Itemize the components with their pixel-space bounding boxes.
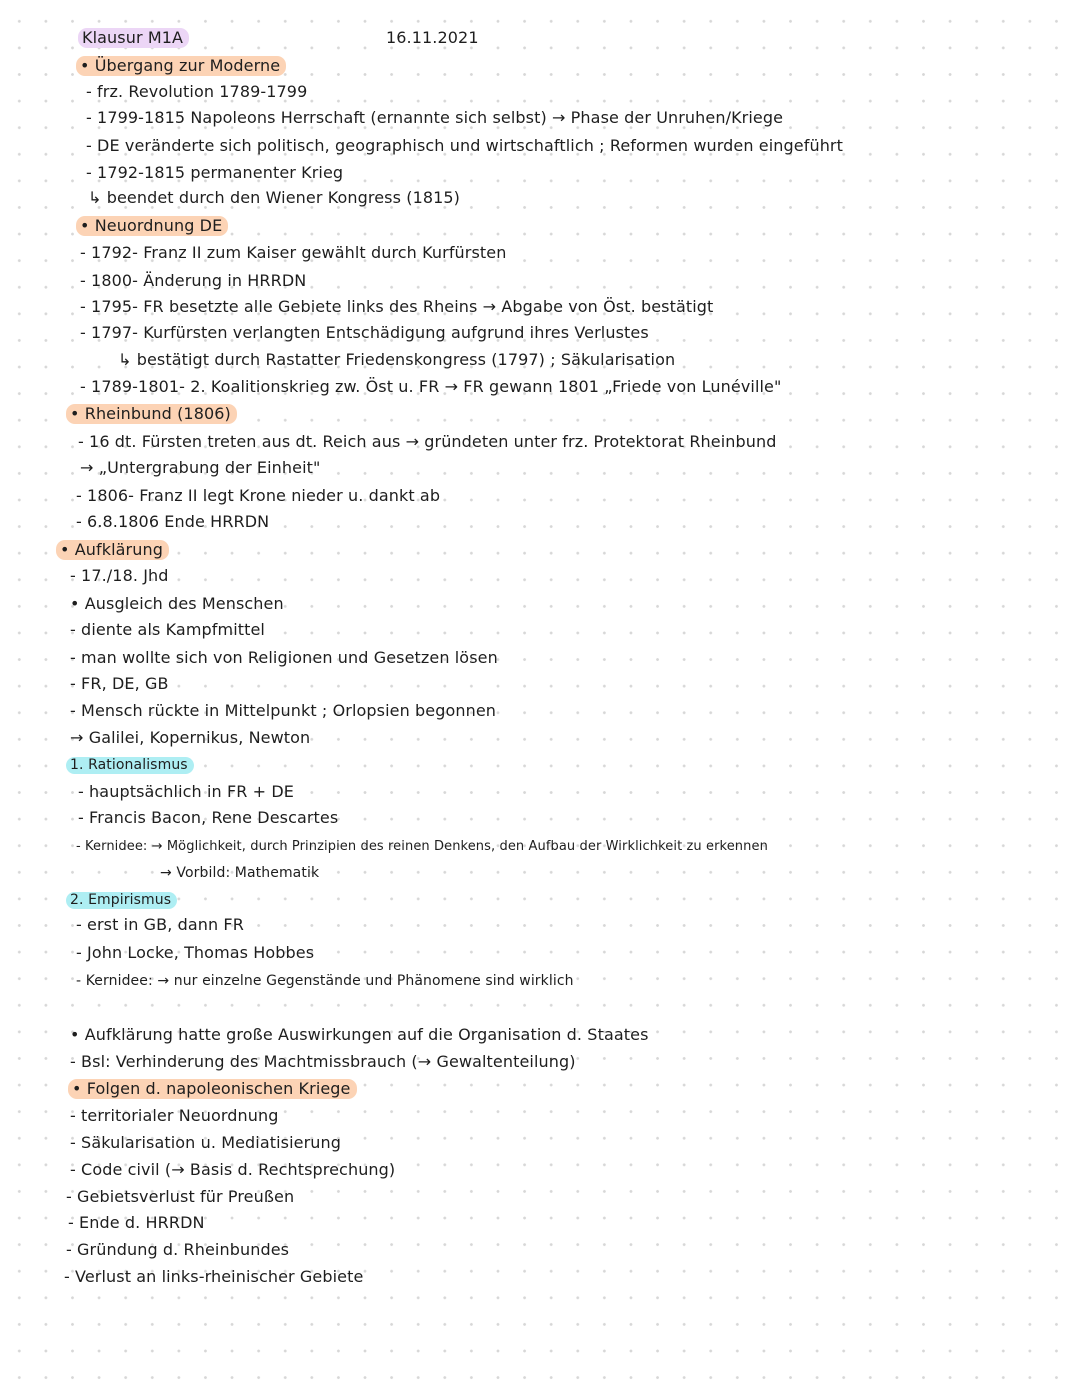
list-item: ↳ beendet durch den Wiener Kongress (1815) [88,188,461,207]
list-item: → „Untergrabung der Einheit" [80,458,321,477]
heading-text: 2. Empirismus [66,892,177,909]
section-heading-moderne [76,56,286,76]
list-item: - Kernidee: → Möglichkeit, durch Prinzipien des reinen Denkens, den Aufbau der Wirklichkeit zu erkennen [76,839,768,854]
section-heading-neuordnung [76,216,228,236]
list-item: - DE veränderte sich politisch, geographisch und wirtschaftlich ; Reformen wurden eingeführt [86,136,843,155]
list-item: - frz. Revolution 1789-1799 [86,82,308,101]
list-item: - hauptsächlich in FR + DE [78,782,294,801]
list-item: - 1800- Änderung in HRRDN [80,271,307,290]
list-item: - Kernidee: → nur einzelne Gegenstände und Phänomene sind wirklich [76,973,574,989]
heading-text: • Folgen d. napoleonischen Kriege [68,1079,357,1099]
list-item: - Code civil (→ Basis d. Rechtsprechung) [70,1160,396,1179]
list-item: - 17./18. Jhd [70,566,169,585]
list-item: - Gebietsverlust für Preußen [66,1187,295,1206]
list-item: → Vorbild: Mathematik [160,865,320,881]
list-item: - territorialer Neuordnung [70,1106,279,1125]
list-item: - 16 dt. Fürsten treten aus dt. Reich aus → gründeten unter frz. Protektorat Rheinbund [78,432,777,451]
heading-text: • Übergang zur Moderne [76,56,286,76]
heading-text: • Rheinbund (1806) [66,404,237,424]
heading-text: 1. Rationalismus [66,757,194,774]
section-heading-rheinbund [66,404,237,424]
list-item: - Verlust an links-rheinischer Gebiete [64,1267,364,1286]
title-text: Klausur M1A [78,28,189,48]
page-date: 16.11.2021 [386,28,479,47]
list-item: - Bsl: Verhinderung des Machtmissbrauch (→ Gewaltenteilung) [70,1052,576,1071]
section-heading-aufklaerung [56,540,169,560]
list-item: - 1792-1815 permanenter Krieg [86,163,344,182]
list-item: - 6.8.1806 Ende HRRDN [76,512,270,531]
list-item: - FR, DE, GB [70,674,169,693]
page-title [78,28,189,48]
list-item: - Ende d. HRRDN [68,1213,205,1232]
list-item: • Aufklärung hatte große Auswirkungen auf die Organisation d. Staates [70,1025,649,1044]
list-item: - 1799-1815 Napoleons Herrschaft (ernannte sich selbst) → Phase der Unruhen/Kriege [86,108,784,127]
section-heading-folgen [68,1079,357,1099]
list-item: - man wollte sich von Religionen und Gesetzen lösen [70,648,498,667]
list-item: → Galilei, Kopernikus, Newton [70,728,311,747]
heading-text: • Aufklärung [56,540,169,560]
subsection-heading-empirismus [66,890,177,910]
list-item: ↳ bestätigt durch Rastatter Friedenskongress (1797) ; Säkularisation [118,350,676,369]
list-item: - Säkularisation u. Mediatisierung [70,1133,342,1152]
heading-text: • Neuordnung DE [76,216,228,236]
list-item: - 1795- FR besetzte alle Gebiete links des Rheins → Abgabe von Öst. bestätigt [80,297,714,316]
list-item: - 1806- Franz II legt Krone nieder u. dankt ab [76,486,441,505]
list-item: - 1789-1801- 2. Koalitionskrieg zw. Öst u. FR → FR gewann 1801 „Friede von Lunéville" [80,377,782,396]
list-item: - diente als Kampfmittel [70,620,265,639]
list-item: - Mensch rückte in Mittelpunkt ; Orlopsien begonnen [70,701,497,720]
list-item: • Ausgleich des Menschen [70,594,284,613]
list-item: - Francis Bacon, Rene Descartes [78,808,339,827]
list-item: - 1797- Kurfürsten verlangten Entschädigung aufgrund ihres Verlustes [80,323,649,342]
list-item: - 1792- Franz II zum Kaiser gewählt durch Kurfürsten [80,243,507,262]
list-item: - Gründung d. Rheinbundes [66,1240,290,1259]
list-item: - erst in GB, dann FR [76,915,244,934]
subsection-heading-rationalismus [66,755,194,775]
list-item: - John Locke, Thomas Hobbes [76,943,315,962]
